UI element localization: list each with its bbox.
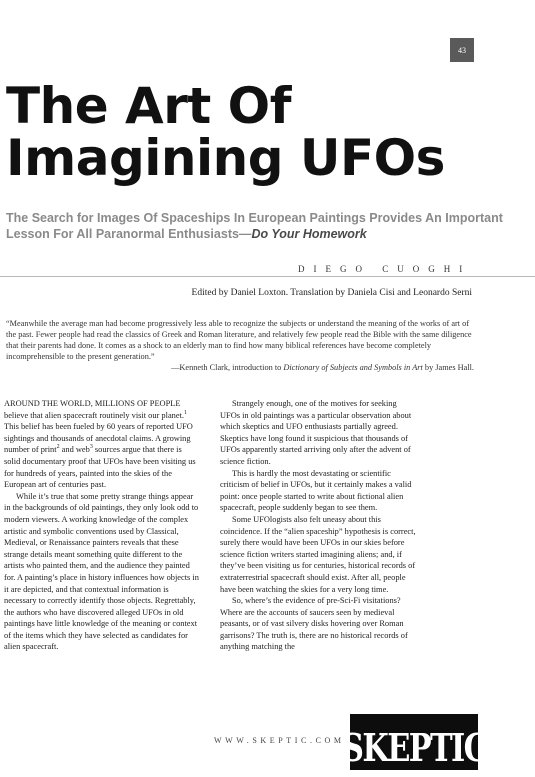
page-number: 43	[450, 38, 474, 62]
text-run: believe that alien spacecraft routinely visit our planet.	[4, 410, 184, 420]
subtitle-emphasis: Do Your Homework	[251, 227, 367, 241]
lead-in: AROUND THE WORLD, MILLIONS OF PEOPLE	[4, 399, 181, 408]
author-byline: DIEGO CUOGHI	[298, 264, 472, 274]
text-run: sources argue that there is solid documentary proof that UFOs have been visiting us for hundreds of years, painted into the skies of the European art of centuries past.	[4, 445, 196, 490]
article-title	[6, 77, 506, 187]
attribution-prefix: —Kenneth Clark, introduction to	[171, 363, 284, 372]
body-paragraph: Strangely enough, one of the motives for seeking UFOs in old paintings was a particular observation about which skeptics and UFO enthusiasts partially agreed. Skeptics have long found it suspicious that thousands of UFOs apparently started arriving only after the advent of science fiction.	[220, 399, 412, 466]
byline-divider	[0, 276, 535, 277]
article-subtitle	[6, 210, 506, 242]
body-paragraph	[4, 398, 200, 491]
footnote-ref: 3	[89, 444, 93, 451]
title-line-1: The Art Of	[6, 77, 291, 135]
footnote-ref: 2	[56, 444, 60, 451]
footer-url: WWW.SKEPTIC.COM	[214, 736, 345, 745]
text-run: This belief has been fueled by 60 years of reported UFO sightings and thousands of anecdotal claims. A growing number of print	[4, 422, 193, 455]
body-paragraph: While it’s true that some pretty strange things appear in the backgrounds of old paintings, they only look odd to modern viewers. A working knowledge of the complex artistic and symbolic conventions used by Classical, Medieval, or Renaissance painters reveals that these strange details meant something quite different to the artists who painted them, and the audience they painted for. A painting’s place in history influences how objects in it are depicted, and that contextual information is necessary to correctly identify those objects. Regrettably, the authors who have discovered alleged UFOs in old paintings have little knowledge of the meaning or context of the items which they have selected as candidates for alien spacecraft.	[4, 491, 199, 652]
title-line-2: Imagining UFOs	[6, 129, 445, 187]
logo-text: SKEPTIC	[341, 725, 487, 770]
text-run: and web	[59, 445, 90, 455]
footnote-ref: 1	[184, 409, 187, 416]
body-paragraph: This is hardly the most devastating or scientific criticism of belief in UFOs, but it certainly makes a valid point: once people started to write about fictional alien spacecraft, people suddenly began to see them.	[220, 468, 412, 513]
epigraph-attribution	[6, 362, 474, 373]
skeptic-logo	[341, 714, 487, 770]
body-column-right	[220, 398, 416, 653]
subtitle-main: The Search for Images Of Spaceships In European Paintings Provides An Important Lesson For All Paranormal Enthusiasts—	[6, 211, 503, 241]
attribution-work: Dictionary of Subjects and Symbols in Art	[283, 363, 423, 372]
body-paragraph: Some UFOlogists also felt uneasy about this coincidence. If the “alien spaceship” hypothesis is correct, surely there would have been UFOs in our skies before science fiction writers started imagining aliens; and, if they’ve been visiting us for centuries, historical records of extraterrestrial spacecraft should exist. After all, people have been watching the skies for a very long time.	[220, 514, 416, 594]
epigraph	[6, 318, 476, 373]
credits-line: Edited by Daniel Loxton. Translation by Daniela Cisi and Leonardo Serni	[191, 288, 472, 298]
attribution-suffix: by James Hall.	[422, 363, 474, 372]
body-column-left	[4, 398, 200, 653]
epigraph-quote: “Meanwhile the average man had become progressively less able to recognize the subjects or understand the meaning of the works of art of the past. Fewer people had read the classics of Greek and Roman literature, and relatively few people read the Bible with the same diligence that their parents had done. It comes as a shock to an elderly man to find how many biblical references have become completely incomprehensible to the present generation.”	[6, 319, 472, 361]
body-paragraph: So, where’s the evidence of pre-Sci-Fi visitations? Where are the accounts of saucers seen by medieval peasants, or of vast silvery disks hovering over Roman garrisons? The truth is, there are no historical records of anything matching the	[220, 596, 408, 652]
